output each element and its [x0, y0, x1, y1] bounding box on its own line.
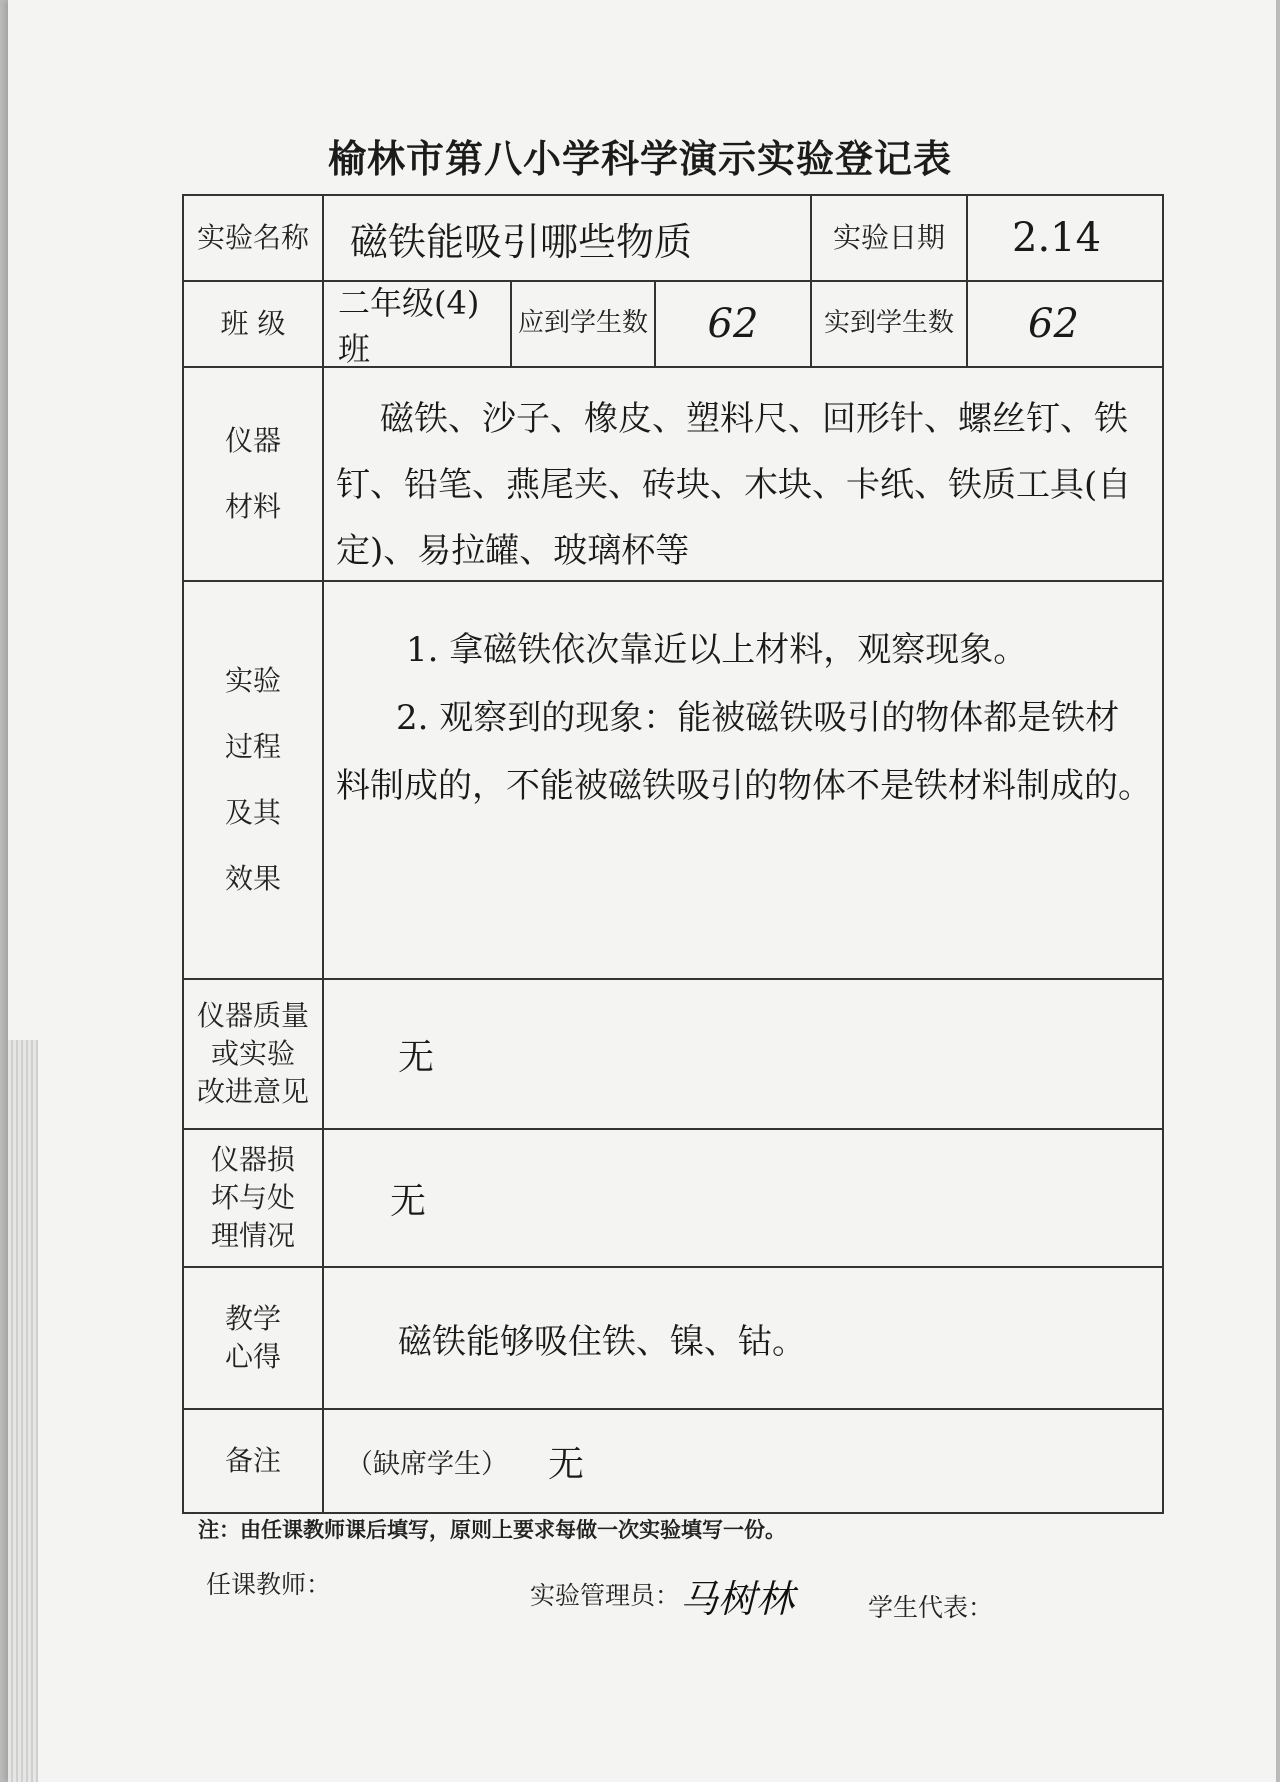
materials-label-line-1: 仪器	[224, 424, 281, 458]
experiment-date-value: 2.14	[968, 196, 1162, 282]
experiment-date-label: 实验日期	[812, 196, 968, 282]
expected-students-label: 应到学生数	[512, 282, 656, 368]
registration-form	[182, 194, 1164, 1514]
footer-note: 注：由任课教师课后填写，原则上要求每做一次实验填写一份。	[198, 1518, 786, 1542]
process-step-1: 1. 拿磁铁依次靠近以上材料，观察现象。	[406, 630, 1028, 670]
process-label-line-1: 实验	[224, 664, 281, 697]
materials-value: 磁铁、沙子、橡皮、塑料尺、回形针、螺丝钉、铁钉、铅笔、燕尾夹、砖块、木块、卡纸、铁质工具(自定)、易拉罐、玻璃杯等	[324, 368, 1162, 582]
materials-label	[184, 368, 324, 582]
form-title: 榆林市第八小学科学演示实验登记表	[327, 137, 952, 181]
materials-label-line-2: 材料	[224, 490, 281, 523]
student-rep-label: 学生代表：	[868, 1593, 994, 1622]
damage-value: 无	[324, 1130, 1162, 1268]
damage-label	[184, 1130, 324, 1268]
admin-label: 实验管理员：	[530, 1581, 681, 1610]
actual-students-value: 62	[968, 282, 1162, 368]
quality-label-line-3: 改进意见	[196, 1074, 309, 1108]
remark-label: 备注	[184, 1410, 324, 1512]
quality-value: 无	[324, 980, 1162, 1130]
expected-students-value: 62	[656, 282, 812, 368]
insight-label	[184, 1268, 324, 1410]
actual-students-label: 实到学生数	[812, 282, 968, 368]
class-label: 班 级	[184, 282, 324, 368]
process-step-2: 2. 观察到的现象：能被磁铁吸引的物体都是铁材料制成的，不能被磁铁吸引的物体不是铁材料制成的。	[336, 698, 1152, 806]
quality-label-line-2: 或实验	[210, 1037, 295, 1071]
remark-prefix: （缺席学生）	[346, 1448, 508, 1480]
teacher-label: 任课教师：	[206, 1570, 332, 1599]
admin-signature: 马树林	[680, 1577, 795, 1621]
experiment-name-label: 实验名称	[184, 196, 324, 282]
insight-label-line-1: 教学	[224, 1302, 281, 1336]
insight-value: 磁铁能够吸住铁、镍、钴。	[324, 1268, 1162, 1410]
process-label-line-4: 效果	[224, 862, 281, 895]
quality-label	[184, 980, 324, 1130]
damage-label-line-2: 坏与处	[210, 1181, 295, 1215]
process-label-line-3: 及其	[224, 796, 281, 829]
experiment-name-value: 磁铁能吸引哪些物质	[324, 196, 812, 282]
insight-label-line-2: 心得	[224, 1340, 281, 1373]
process-label	[184, 582, 324, 980]
quality-label-line-1: 仪器质量	[196, 999, 309, 1033]
process-label-line-2: 过程	[224, 730, 281, 763]
process-value	[324, 582, 1162, 980]
remark-cell	[324, 1410, 1162, 1512]
class-value: 二年级(4)班	[324, 282, 512, 368]
damage-label-line-1: 仪器损	[210, 1143, 295, 1177]
stacked-pages-edge	[8, 1040, 38, 1782]
remark-value: 无	[548, 1443, 585, 1485]
damage-label-line-3: 理情况	[210, 1218, 295, 1252]
